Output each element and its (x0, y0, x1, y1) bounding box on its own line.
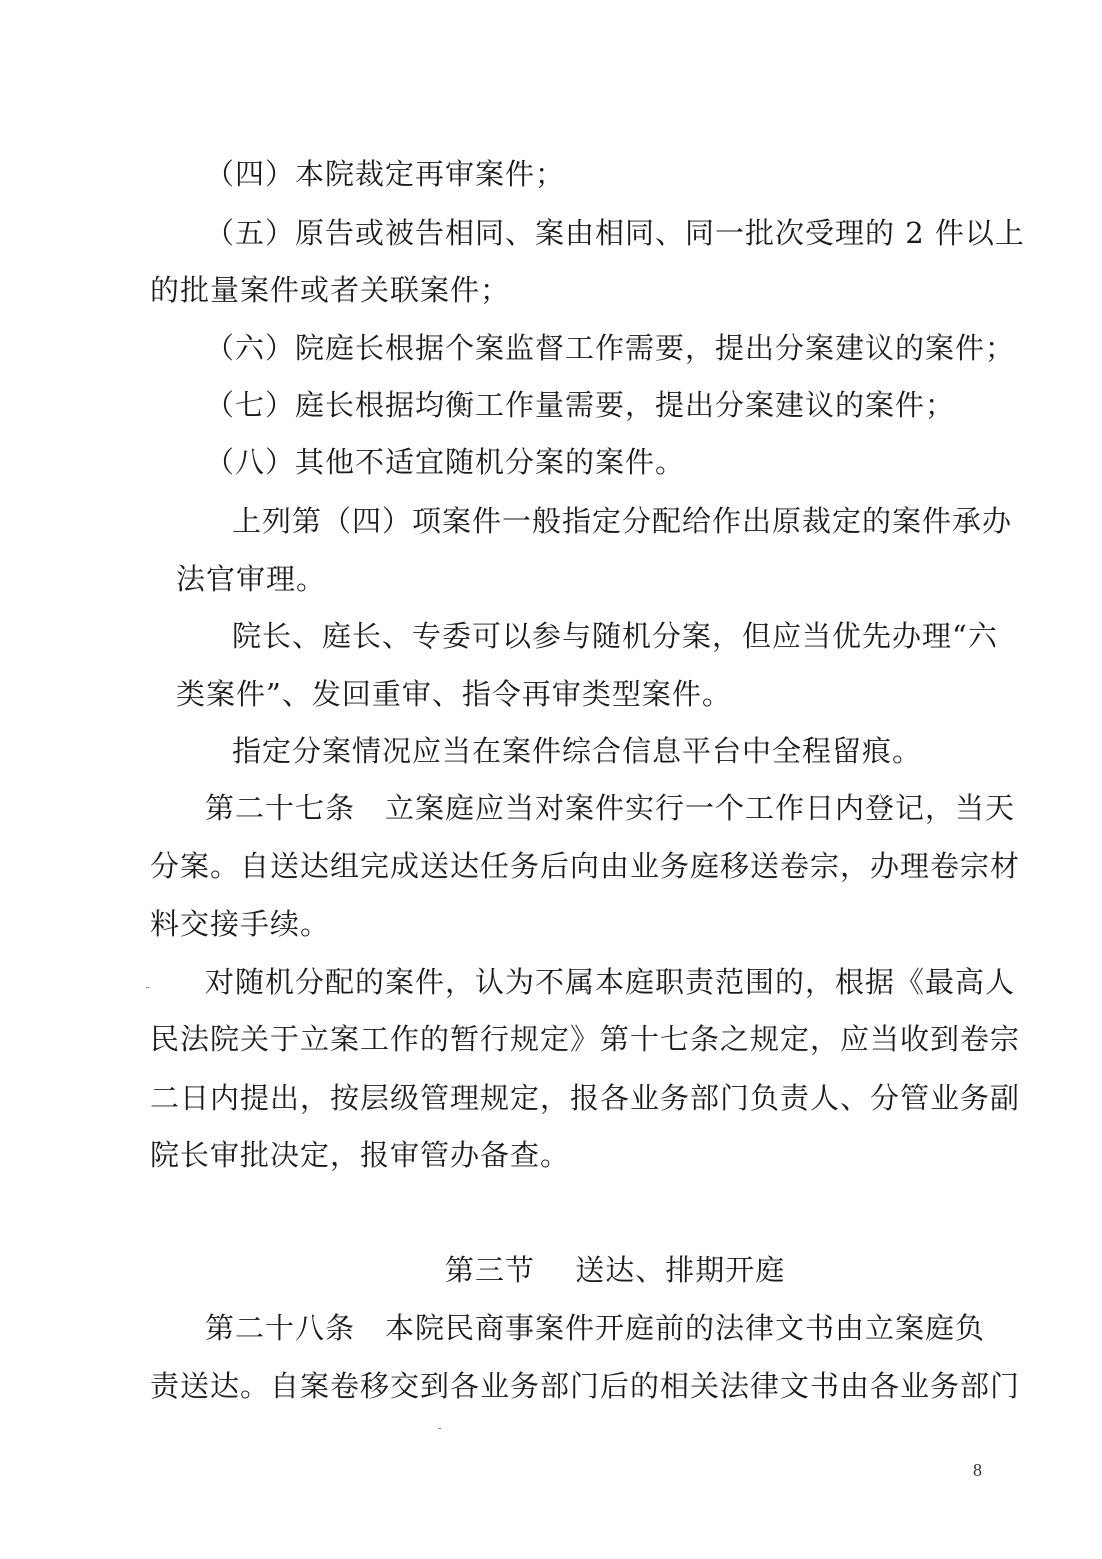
paragraph-record: 指定分案情况应当在案件综合信息平台中全程留痕。 (232, 734, 923, 768)
paragraph-leaders-line-2: 类案件”、发回重审、指令再审类型案件。 (176, 677, 732, 711)
paragraph-random-line-4: 院长审批决定，报审管办备查。 (150, 1138, 571, 1172)
article-27-line-3: 料交接手续。 (150, 907, 331, 941)
paragraph-item-4-line-1: 上列第（四）项案件一般指定分配给作出原裁定的案件承办 (232, 504, 1013, 538)
page-number: 8 (973, 1460, 982, 1480)
scan-speck (146, 987, 149, 988)
article-27-line-1: 第二十七条 立案庭应当对案件实行一个工作日内登记，当天 (205, 791, 1016, 825)
paragraph-leaders-line-1: 院长、庭长、专委可以参与随机分案，但应当优先办理“六 (232, 619, 998, 653)
paragraph-random-line-3: 二日内提出，按层级管理规定，报各业务部门负责人、分管业务副 (150, 1081, 1021, 1115)
clause-7: （七）庭长根据均衡工作量需要，提出分案建议的案件； (205, 388, 956, 422)
scan-speck (438, 1428, 441, 1429)
paragraph-random-line-2: 民法院关于立案工作的暂行规定》第十七条之规定，应当收到卷宗 (150, 1022, 1021, 1056)
article-27-line-2: 分案。自送达组完成送达任务后向由业务庭移送卷宗，办理卷宗材 (150, 849, 1021, 883)
section-heading: 第三节 送达、排期开庭 (445, 1253, 786, 1287)
clause-5-line-1: （五）原告或被告相同、案由相同、同一批次受理的 2 件以上 (205, 216, 1025, 250)
clause-6: （六）院庭长根据个案监督工作需要，提出分案建议的案件； (205, 331, 1016, 365)
article-28-line-2: 责送达。自案卷移交到各业务部门后的相关法律文书由各业务部门 (150, 1369, 1021, 1403)
clause-8: （八）其他不适宜随机分案的案件。 (205, 445, 686, 479)
article-28-line-1: 第二十八条 本院民商事案件开庭前的法律文书由立案庭负 (205, 1311, 986, 1345)
paragraph-item-4-line-2: 法官审理。 (176, 562, 327, 596)
paragraph-random-line-1: 对随机分配的案件，认为不属本庭职责范围的，根据《最高人 (205, 965, 1016, 999)
clause-4: （四）本院裁定再审案件； (205, 157, 566, 191)
clause-5-line-2: 的批量案件或者关联案件； (150, 273, 511, 307)
